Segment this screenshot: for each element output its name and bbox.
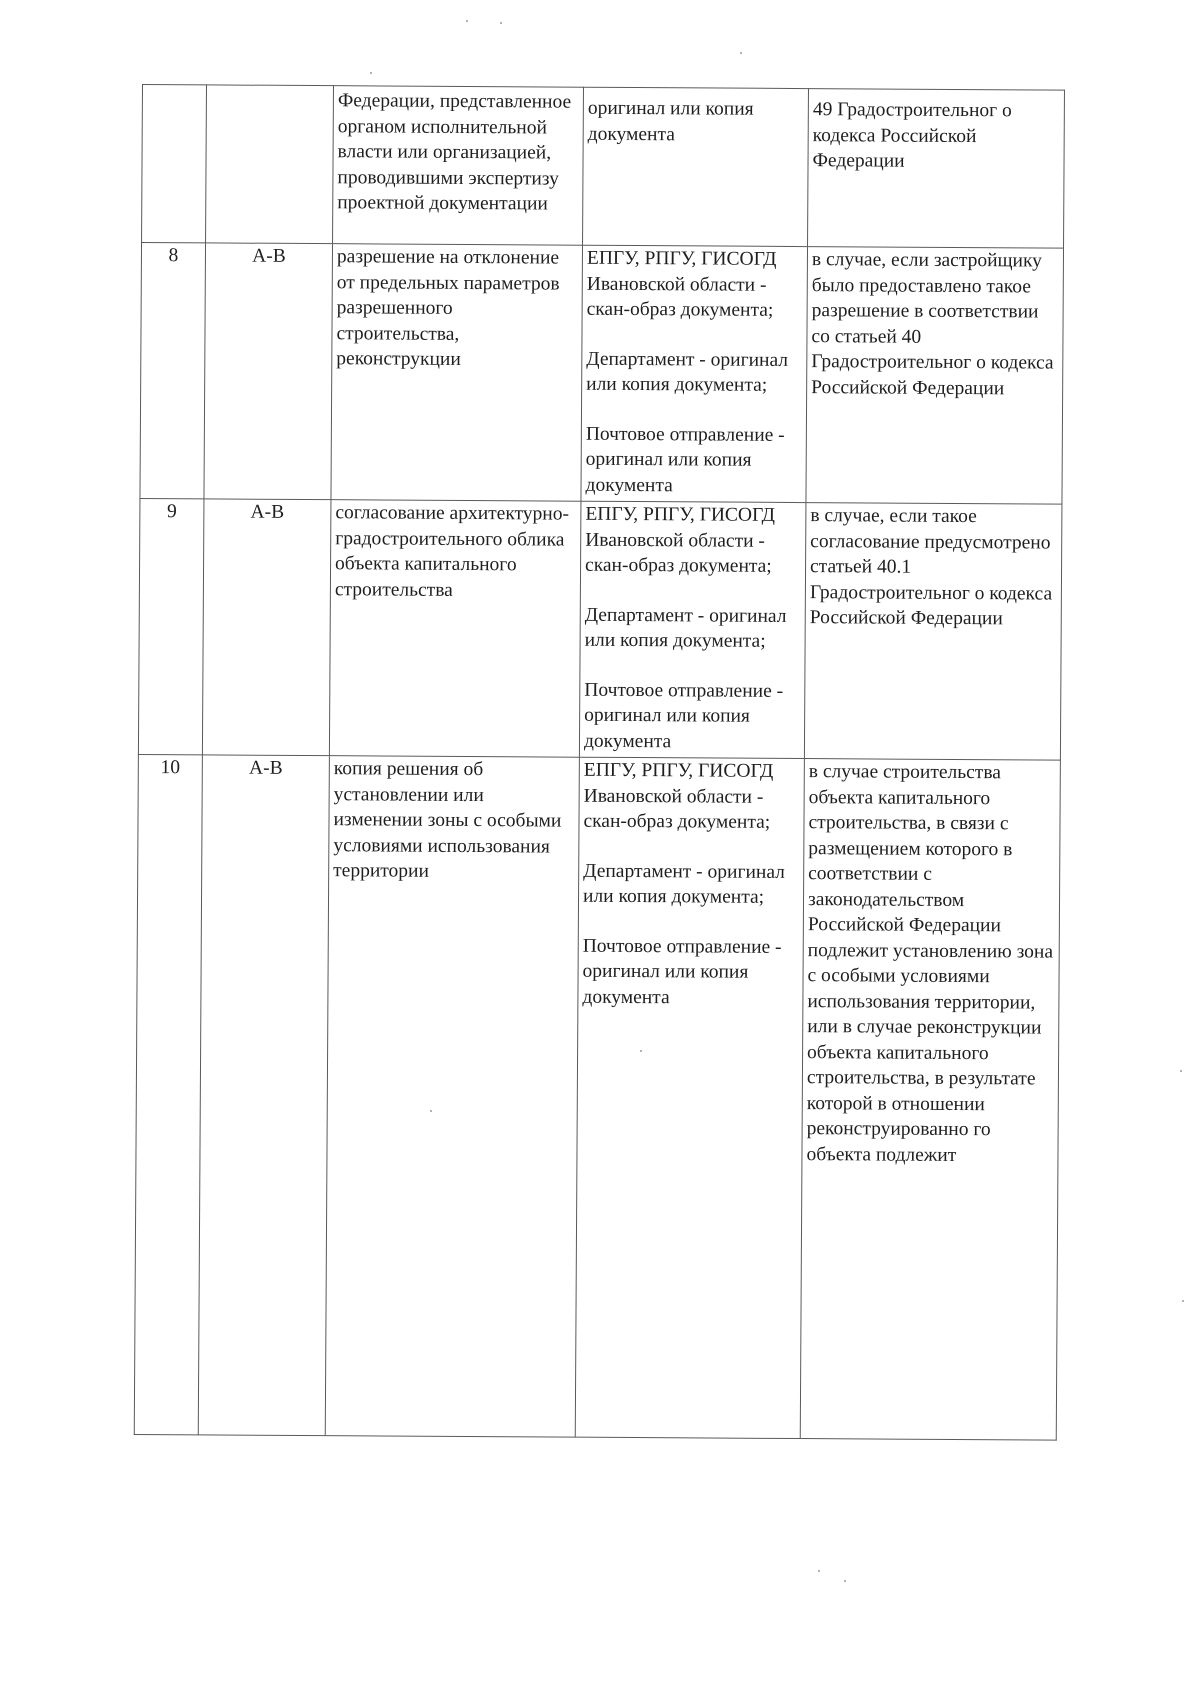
scan-speck bbox=[1180, 1070, 1182, 1072]
document-name-cell: Федерации, представленное органом исполнительной власти или организацией, проводившими экспертизу проектной документации bbox=[333, 86, 584, 246]
scan-speck bbox=[1182, 1300, 1184, 1302]
submission-method-cell bbox=[579, 501, 806, 758]
submission-method-line: Почтовое отправление - оригинал или копия документа bbox=[582, 935, 782, 1008]
submission-method-line: Департамент - оригинал или копия документа; bbox=[582, 860, 786, 908]
row-code-cell: А-В bbox=[198, 755, 329, 1436]
submission-method-line: Департамент - оригинал или копия документа; bbox=[586, 348, 789, 396]
row-code-cell bbox=[206, 85, 334, 244]
scan-speck bbox=[844, 1580, 846, 1582]
submission-method-cell bbox=[581, 245, 808, 502]
submission-method-cell bbox=[583, 87, 809, 246]
submission-method-line: Департамент - оригинал или копия документа; bbox=[584, 604, 787, 652]
document-name-cell: разрешение на отклонение от предельных параметров разрешенного строительства, реконструкции bbox=[331, 244, 583, 502]
document-name-cell: согласование архитектурно-градостроительного облика объекта капитального строительства bbox=[329, 500, 581, 758]
scan-speck bbox=[818, 1570, 820, 1572]
scan-speck bbox=[370, 72, 372, 74]
row-number-cell bbox=[142, 85, 207, 243]
requirements-table bbox=[134, 84, 1065, 1441]
submission-method-line: оригинал или копия документа bbox=[587, 97, 754, 145]
scan-speck bbox=[740, 52, 742, 54]
submission-method-line: Почтовое отправление - оригинал или копия документа bbox=[585, 423, 785, 496]
table-row bbox=[140, 243, 1064, 505]
row-code-cell: А-В bbox=[204, 243, 333, 500]
submission-method-line: ЕПГУ, РПГУ, ГИСОГД Ивановской области - скан-образ документа; bbox=[585, 503, 775, 577]
row-number-cell: 10 bbox=[134, 754, 202, 1434]
row-code-cell: А-В bbox=[202, 499, 331, 756]
submission-method-line: ЕПГУ, РПГУ, ГИСОГД Ивановской области - скан-образ документа; bbox=[586, 247, 777, 321]
scan-speck bbox=[500, 22, 502, 24]
table-row bbox=[142, 85, 1065, 249]
row-number-cell: 8 bbox=[140, 243, 206, 499]
condition-cell: в случае строительства объекта капитального строительства, в связи с размещением которого в соответствии с законодательством Российской Федерации подлежит установлению зона с особыми условиями использования территории, или в случае реконструкции объекта капитального строительства, в результате которой в отношении реконструированно го объекта подлежит bbox=[800, 759, 1060, 1441]
document-name-cell: копия решения об установлении или изменении зоны с особыми условиями использования территории bbox=[325, 756, 579, 1438]
scan-speck bbox=[430, 1110, 432, 1112]
scan-speck bbox=[640, 1050, 642, 1052]
submission-method-line: ЕПГУ, РПГУ, ГИСОГД Ивановской области - скан-образ документа; bbox=[583, 759, 774, 833]
condition-cell: в случае, если такое согласование предусмотрено статьей 40.1 Градостроительног о кодекса Российской Федерации bbox=[804, 503, 1062, 761]
condition-cell: 49 Градостроительног о кодекса Российской Федерации bbox=[808, 89, 1065, 249]
table-row bbox=[138, 498, 1062, 760]
condition-cell: в случае, если застройщику было предоставлено такое разрешение в соответствии со статьей 40 Градостроительног о кодекса Российской Федерации bbox=[806, 247, 1064, 505]
submission-method-cell bbox=[575, 757, 804, 1438]
table-row bbox=[134, 754, 1060, 1440]
submission-method-line: Почтовое отправление - оригинал или копия документа bbox=[583, 679, 784, 752]
scan-speck bbox=[466, 20, 468, 22]
row-number-cell: 9 bbox=[138, 498, 204, 754]
